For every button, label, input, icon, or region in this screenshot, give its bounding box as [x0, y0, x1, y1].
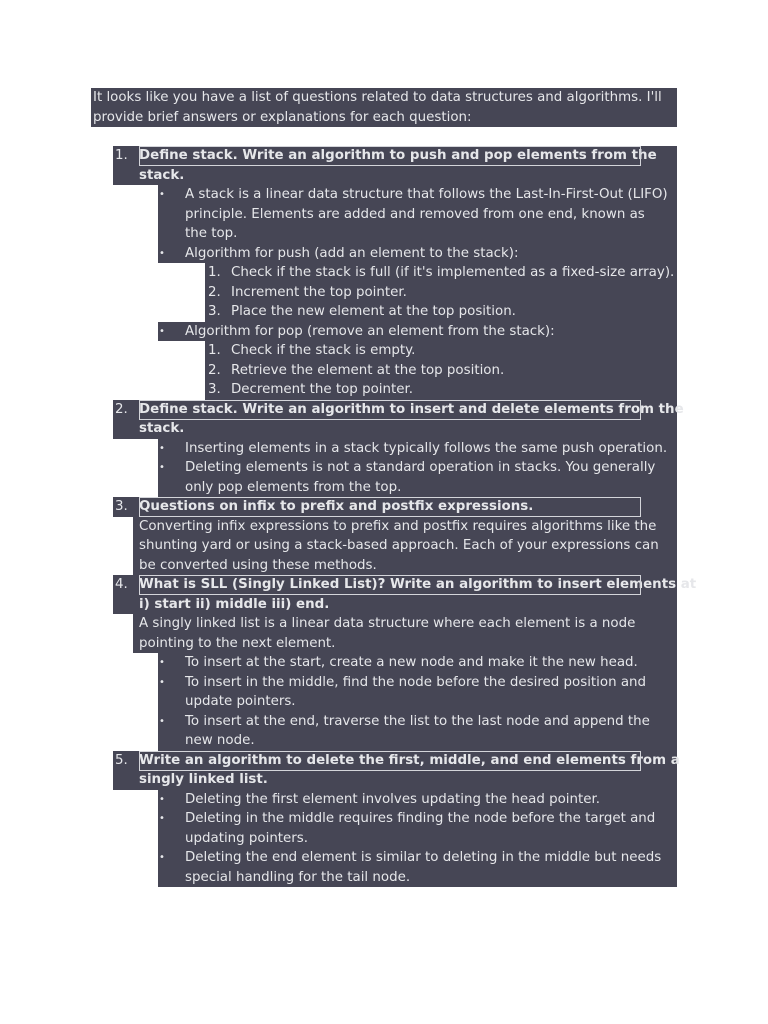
line-text: update pointers.: [185, 694, 296, 709]
bullet-icon: •: [159, 813, 165, 824]
bullet-item-line: [111, 653, 677, 673]
question-heading-line: [111, 166, 677, 186]
bullet-icon: •: [159, 247, 165, 259]
line-text: Deleting elements is not a standard operation in stacks. You generally: [185, 460, 656, 475]
line-text: stack.: [139, 167, 185, 183]
question-heading-line: [111, 497, 677, 517]
numbered-step-line: [111, 361, 677, 381]
bullet-item-line: [111, 790, 677, 810]
bullet-icon: •: [159, 715, 165, 727]
bullet-item-line: [111, 848, 677, 868]
question-heading-line: [111, 419, 677, 439]
highlight-background: [113, 419, 677, 439]
bullet-icon: •: [159, 442, 165, 454]
line-text: Check if the stack is empty.: [231, 343, 416, 358]
bullet-item-line: [111, 868, 677, 888]
bullet-item-line: [111, 692, 677, 712]
list-number: 3.: [208, 382, 221, 397]
question-heading-line: [111, 751, 680, 771]
line-text: Deleting the end element is similar to deleting in the middle but needs: [185, 850, 662, 865]
list-number: 1.: [208, 343, 221, 358]
bullet-item-line: [111, 809, 677, 829]
bullet-item-line: [111, 224, 677, 244]
list-number: 2.: [115, 401, 128, 417]
answers-list: [111, 146, 697, 887]
line-text: only pop elements from the top.: [185, 479, 402, 495]
bullet-icon: •: [159, 462, 165, 473]
bullet-item-line: [111, 712, 677, 732]
line-text: Retrieve the element at the top position.: [231, 362, 505, 378]
highlight-background: [113, 166, 677, 186]
line-text: principle. Elements are added and removed from one end, known as: [185, 206, 645, 222]
bullet-item-line: [111, 458, 677, 478]
line-text: Place the new element at the top position.: [231, 304, 516, 319]
bullet-item-line: [111, 439, 677, 459]
bullet-icon: •: [159, 325, 165, 337]
list-number: 1.: [115, 148, 128, 163]
bullet-item-line: [111, 829, 677, 849]
list-number: 3.: [208, 304, 221, 319]
bullet-item-line: [111, 731, 677, 751]
question-heading-line: [111, 400, 684, 420]
line-text: Increment the top pointer.: [231, 284, 407, 300]
line-text: pointing to the next element.: [139, 635, 336, 651]
bullet-item-line: [111, 185, 677, 205]
bullet-item-line: [111, 205, 677, 225]
numbered-step-line: [111, 263, 677, 283]
list-number: 2.: [208, 284, 221, 300]
line-text: Decrement the top pointer.: [231, 382, 413, 397]
line-text: stack.: [139, 421, 185, 436]
question-heading-line: [111, 595, 677, 615]
numbered-step-line: [111, 380, 677, 400]
line-text: i) start ii) middle iii) end.: [139, 596, 330, 612]
answer-paragraph-line: [111, 536, 677, 556]
bullet-icon: •: [159, 676, 165, 688]
numbered-step-line: [111, 283, 677, 303]
answer-paragraph-line: [111, 614, 677, 634]
line-text: new node.: [185, 733, 255, 748]
list-number: 3.: [115, 499, 128, 514]
line-text: What is SLL (Singly Linked List)? Write an algorithm to insert elements at: [139, 577, 697, 592]
line-text: updating pointers.: [185, 830, 309, 846]
answer-paragraph-line: [111, 556, 677, 576]
numbered-step-line: [111, 341, 677, 361]
line-text: To insert in the middle, find the node before the desired position and: [185, 674, 647, 690]
intro-paragraph: [91, 88, 677, 127]
bullet-item-line: [111, 322, 677, 342]
line-text: Algorithm for pop (remove an element from the stack):: [185, 323, 555, 339]
line-text: special handling for the tail node.: [185, 869, 411, 885]
bullet-icon: •: [159, 189, 165, 200]
answer-paragraph-line: [111, 517, 677, 537]
question-heading-line: [111, 146, 677, 166]
intro-line: It looks like you have a list of questions related to data structures and algorithms. I'll: [93, 90, 662, 105]
line-text: Define stack. Write an algorithm to push and pop elements from the: [139, 148, 657, 163]
line-text: A stack is a linear data structure that follows the Last-In-First-Out (LIFO): [185, 187, 668, 202]
intro-line: provide brief answers or explanations for each question:: [93, 109, 472, 125]
line-text: Define stack. Write an algorithm to insert and delete elements from the: [139, 401, 684, 417]
line-text: Deleting the first element involves updating the head pointer.: [185, 791, 601, 807]
line-text: To insert at the start, create a new node and make it the new head.: [185, 655, 638, 670]
line-text: Deleting in the middle requires finding the node before the target and: [185, 811, 656, 826]
line-text: be converted using these methods.: [139, 557, 377, 573]
line-text: Inserting elements in a stack typically follows the same push operation.: [185, 440, 668, 456]
line-text: To insert at the end, traverse the list to the last node and append the: [185, 713, 650, 729]
bullet-icon: •: [159, 793, 165, 805]
line-text: shunting yard or using a stack-based approach. Each of your expressions can: [139, 538, 659, 553]
answer-paragraph-line: [111, 634, 677, 654]
line-text: singly linked list.: [139, 772, 268, 787]
question-heading-line: [111, 575, 697, 595]
bullet-item-line: [111, 478, 677, 498]
line-text: Check if the stack is full (if it's implemented as a fixed-size array).: [231, 265, 675, 280]
line-text: the top.: [185, 226, 238, 241]
list-number: 4.: [115, 577, 128, 592]
bullet-item-line: [111, 244, 677, 264]
numbered-step-line: [111, 302, 677, 322]
question-heading-line: [111, 770, 677, 790]
line-text: Questions on infix to prefix and postfix expressions.: [139, 499, 534, 514]
line-text: Converting infix expressions to prefix and postfix requires algorithms like the: [139, 518, 657, 534]
line-text: Write an algorithm to delete the first, middle, and end elements from a: [139, 752, 680, 768]
line-text: Algorithm for push (add an element to the stack):: [185, 245, 519, 261]
bullet-icon: •: [159, 852, 165, 863]
bullet-icon: •: [159, 657, 165, 668]
list-number: 2.: [208, 362, 221, 378]
list-number: 1.: [208, 265, 221, 280]
line-text: A singly linked list is a linear data structure where each element is a node: [139, 616, 636, 631]
list-number: 5.: [115, 752, 128, 768]
bullet-item-line: [111, 673, 677, 693]
